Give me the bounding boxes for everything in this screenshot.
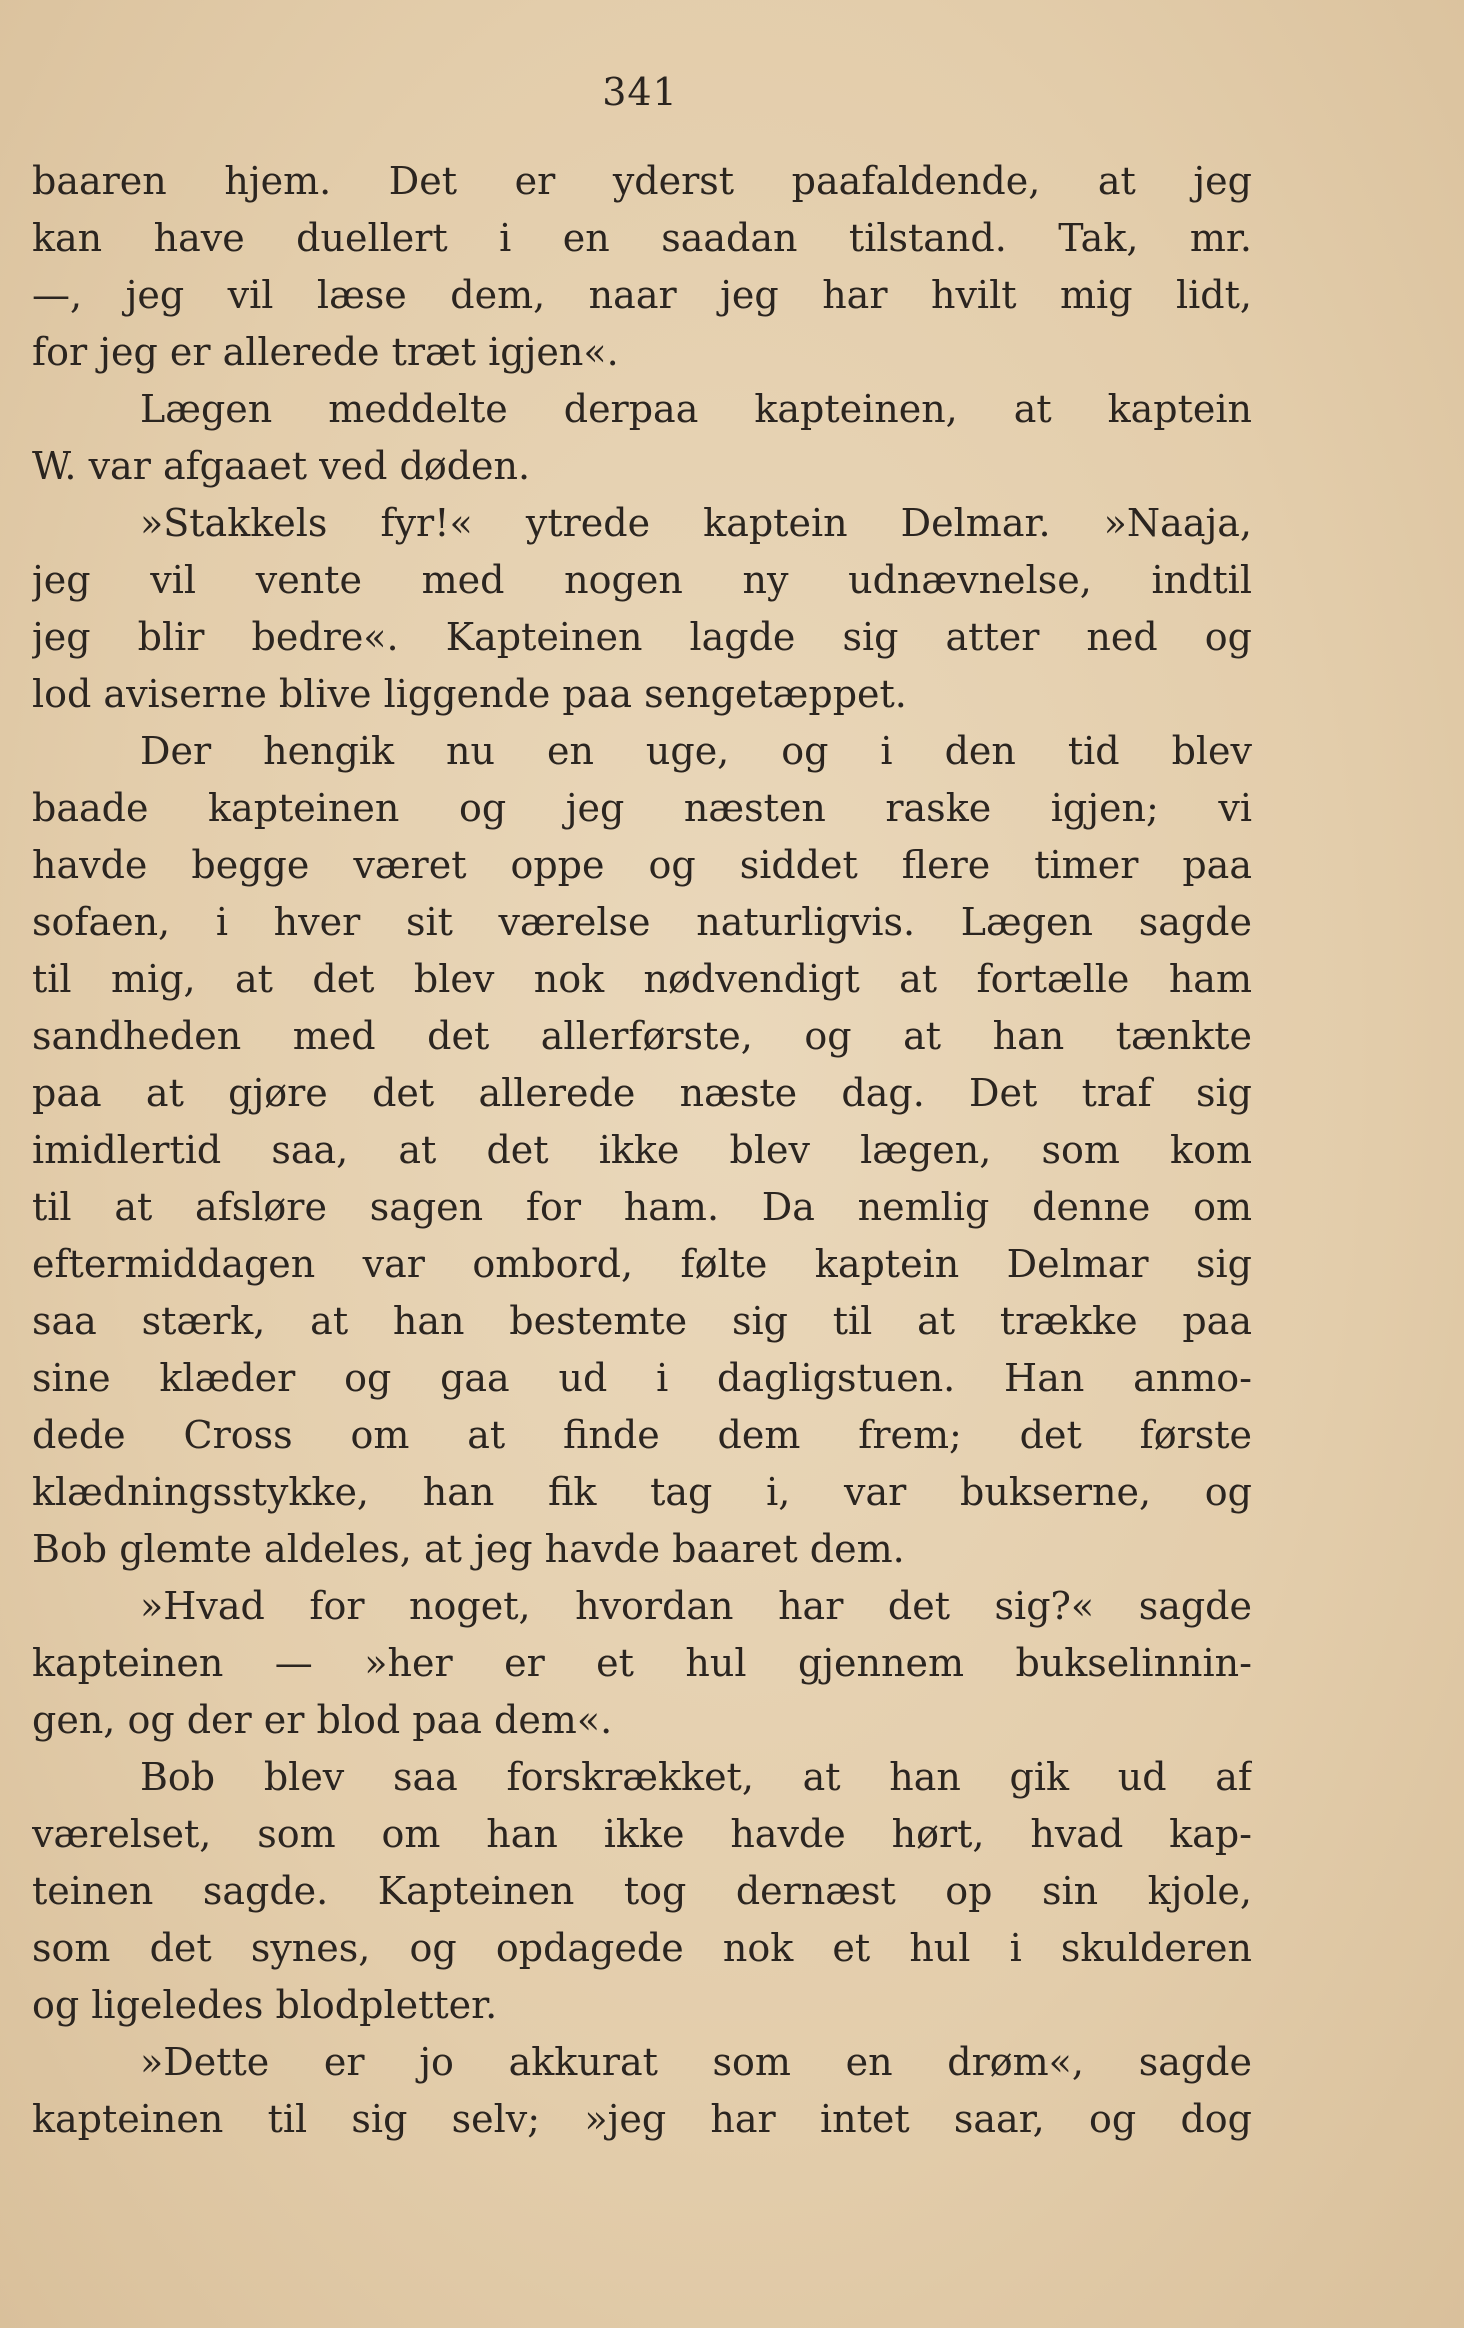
text-line: for jeg er allerede træt igjen«. xyxy=(32,330,619,374)
text-line: baade kapteinen og jeg næsten raske igjen; vi xyxy=(32,786,1252,830)
text-line: sandheden med det allerførste, og at han tænkte xyxy=(32,1014,1252,1058)
text-line: »Hvad for noget, hvordan har det sig?« sagde xyxy=(140,1584,1252,1628)
text-line: W. var afgaaet ved døden. xyxy=(32,444,531,488)
text-line: og ligeledes blodpletter. xyxy=(32,1983,498,2027)
text-line: værelset, som om han ikke havde hørt, hvad kap- xyxy=(32,1812,1252,1856)
text-line: Bob glemte aldeles, at jeg havde baaret dem. xyxy=(32,1527,905,1571)
text-line: lod aviserne blive liggende paa sengetæppet. xyxy=(32,672,907,716)
text-line: paa at gjøre det allerede næste dag. Det traf sig xyxy=(32,1071,1252,1115)
text-line: til at afsløre sagen for ham. Da nemlig denne om xyxy=(32,1185,1252,1229)
text-line: jeg blir bedre«. Kapteinen lagde sig atter ned og xyxy=(32,615,1252,659)
text-line: kan have duellert i en saadan tilstand. Tak, mr. xyxy=(32,216,1252,260)
text-line: baaren hjem. Det er yderst paafaldende, at jeg xyxy=(32,159,1252,203)
text-line: til mig, at det blev nok nødvendigt at fortælle ham xyxy=(32,957,1252,1001)
page-number: 341 xyxy=(602,70,678,114)
text-line: kapteinen til sig selv; »jeg har intet saar, og dog xyxy=(32,2097,1252,2141)
body-text xyxy=(32,153,1252,2148)
text-line: sofaen, i hver sit værelse naturligvis. Lægen sagde xyxy=(32,900,1252,944)
text-line: jeg vil vente med nogen ny udnævnelse, indtil xyxy=(32,558,1252,602)
text-line: Lægen meddelte derpaa kapteinen, at kaptein xyxy=(140,387,1252,431)
text-line: eftermiddagen var ombord, følte kaptein Delmar sig xyxy=(32,1242,1252,1286)
text-line: havde begge været oppe og siddet flere timer paa xyxy=(32,843,1252,887)
text-line: Bob blev saa forskrækket, at han gik ud af xyxy=(140,1755,1252,1799)
text-line: dede Cross om at finde dem frem; det første xyxy=(32,1413,1252,1457)
text-line: »Stakkels fyr!« ytrede kaptein Delmar. »Naaja, xyxy=(140,501,1252,545)
text-line: kapteinen — »her er et hul gjennem bukselinnin- xyxy=(32,1641,1252,1685)
text-line: —, jeg vil læse dem, naar jeg har hvilt mig lidt, xyxy=(32,273,1252,317)
text-line: som det synes, og opdagede nok et hul i skulderen xyxy=(32,1926,1252,1970)
text-line: »Dette er jo akkurat som en drøm«, sagde xyxy=(140,2040,1252,2084)
text-line: teinen sagde. Kapteinen tog dernæst op sin kjole, xyxy=(32,1869,1252,1913)
text-line: klædningsstykke, han fik tag i, var bukserne, og xyxy=(32,1470,1252,1514)
text-line: Der hengik nu en uge, og i den tid blev xyxy=(140,729,1252,773)
text-line: imidlertid saa, at det ikke blev lægen, som kom xyxy=(32,1128,1252,1172)
text-line: gen, og der er blod paa dem«. xyxy=(32,1698,613,1742)
text-line: sine klæder og gaa ud i dagligstuen. Han anmo- xyxy=(32,1356,1252,1400)
text-line: saa stærk, at han bestemte sig til at trække paa xyxy=(32,1299,1252,1343)
